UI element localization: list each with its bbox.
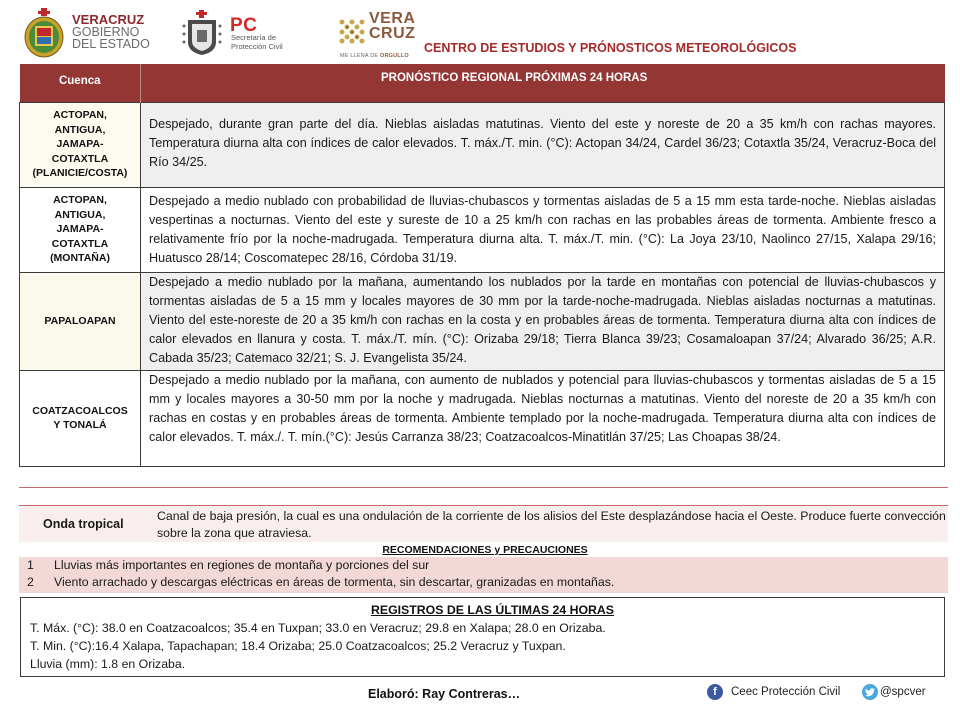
author-credit: Elaboró: Ray Contreras… <box>368 687 521 701</box>
table-row <box>20 102 945 187</box>
item-number: 2 <box>27 575 34 589</box>
table-row <box>20 370 945 466</box>
basin-name: COATZACOALCOS Y TONALÁ <box>20 370 141 466</box>
records-panel <box>20 597 945 677</box>
recommendations-list <box>19 557 948 593</box>
column-header-forecast: PRONÓSTICO REGIONAL PRÓXIMAS 24 HORAS <box>381 72 648 84</box>
basin-name: PAPALOAPAN <box>20 272 141 370</box>
proteccion-civil-abbr: PC <box>230 15 258 36</box>
forecast-table <box>19 64 945 467</box>
forecast-text: Despejado, durante gran parte del día. Nieblas aisladas matutinas. Viento del este y noreste de 20 a 35 km/h con rachas mayores. Temperatura diurna alta con índices de calor elevados. T. máx./T. min. (°C): Actopan 34/24, Cardel 36/23; Cotaxtla 35/24, Veracruz-Boca del Río 34/25. <box>141 102 945 187</box>
proteccion-civil-shield-icon <box>182 10 222 56</box>
twitter-link[interactable] <box>862 684 926 700</box>
item-text: Viento arrachado y descargas eléctricas en áreas de tormenta, sin descartar, granizadas en montañas. <box>54 575 615 589</box>
facebook-link[interactable] <box>707 684 840 700</box>
records-min-temp: T. Min. (°C):16.4 Xalapa, Tapachapan; 18.4 Orizaba; 25.0 Coatzacoalcos; 25.2 Veracruz y Tuxpan. <box>30 639 566 653</box>
column-header-basin: Cuenca <box>20 64 141 102</box>
records-title: REGISTROS DE LAS ÚLTIMAS 24 HORAS <box>370 603 614 617</box>
forecast-text: Despejado a medio nublado por la mañana, con aumento de nublados y potencial para lluvias-chubascos y tormentas aisladas de 5 a 15 mm y locales mayores a 30-50 mm por la noche y madrugada. Nieblas nocturnas a matutinas. Viento del noreste de 20 a 35 km/h con rachas en costas y en probables áreas de tormenta. Ambiente templado por la noche-madrugada. Temperatura diurna alta con índices de calor elevados. T. máx./. T. mín.(°C): Jesús Carranza 38/23; Coatzacoalcos-Minatitlán 37/25; Las Choapas 38/24. <box>141 370 945 466</box>
table-row <box>20 272 945 370</box>
facebook-label: Ceec Protección Civil <box>731 686 841 698</box>
veracruz-brand-pattern-icon <box>338 18 366 44</box>
basin-name: ACTOPAN, ANTIGUA, JAMAPA- COTAXTLA (PLANICIE/COSTA) <box>20 102 141 187</box>
recommendations-title: RECOMENDACIONES y PRECAUCIONES <box>382 544 588 556</box>
veracruz-brand-wordmark: VERA CRUZ <box>369 10 416 42</box>
proteccion-civil-subtitle: Secretaría de Protección Civil <box>231 33 283 51</box>
twitter-label: @spcver <box>880 686 926 698</box>
twitter-icon <box>862 684 878 700</box>
veracruz-brand-tagline: ME LLENA DE ORGULLO <box>340 53 409 59</box>
forecast-text: Despejado a medio nublado con probabilidad de lluvias-chubascos y tormentas aisladas de 5 a 15 mm esta tarde-noche. Nieblas aisladas vespertinas a nocturnas. Viento del este y sureste de 10 a 25 km/h con rachas en las probables áreas de tormenta. Ambiente fresco a relativamente frío por la noche-madrugada. Temperatura diurna alta. T. máx./T. min. (°C): La Joya 23/10, Naolinco 27/15, Xalapa 29/16; Huatusco 28/14; Coscomatepec 28/16, Córdoba 31/19. <box>141 187 945 272</box>
records-rainfall: Lluvia (mm): 1.8 en Orizaba. <box>30 657 186 671</box>
forecast-text: Despejado a medio nublado por la mañana, aumentando los nublados por la tarde en montañas con potencial de lluvias-chubascos y tormentas aisladas de 5 a 15 mm y locales mayores de 30 mm por la tarde-noche-madrugada. Nieblas aisladas nocturnas a matutinas. Viento del este-noreste de 20 a 35 km/h con rachas en la costa y en probables áreas de tormenta. Temperatura diurna alta con índices de calor elevados en llanura y costa. T. máx./T. mín. (°C): Orizaba 29/18; Tierra Blanca 39/23; Cosamaloapan 37/24; Alvarado 36/25; A.R. Cabada 35/23; Catemaco 32/21; S. J. Evangelista 35/24. <box>141 272 945 370</box>
phenomenon-description: Canal de baja presión, la cual es una ondulación de la corriente de los alisios del Este desplazándose hacia el Oeste. Produce fuerte convección sobre la zona que atraviesa. <box>157 509 946 540</box>
veracruz-government-logo-text: VERACRUZ GOBIERNO DEL ESTADO <box>72 12 150 51</box>
forecast-table-header <box>20 64 945 102</box>
phenomenon-panel <box>19 506 948 542</box>
records-max-temp: T. Máx. (°C): 38.0 en Coatzacoalcos; 35.4 en Tuxpan; 33.0 en Veracruz; 29.8 en Xalapa; 28.0 en Orizaba. <box>30 621 606 635</box>
page-title: CENTRO DE ESTUDIOS Y PRÓNOSTICOS METEOROLÓGICOS <box>424 41 797 55</box>
phenomenon-label: Onda tropical <box>43 517 124 531</box>
facebook-icon: f <box>707 684 723 700</box>
divider <box>19 487 948 488</box>
table-row <box>20 187 945 272</box>
page-header <box>0 0 960 62</box>
veracruz-coat-of-arms-icon <box>22 8 66 58</box>
item-text: Lluvias más importantes en regiones de montaña y porciones del sur <box>54 558 430 572</box>
basin-name: ACTOPAN, ANTIGUA, JAMAPA- COTAXTLA (MONTAÑA) <box>20 187 141 272</box>
item-number: 1 <box>27 558 34 572</box>
